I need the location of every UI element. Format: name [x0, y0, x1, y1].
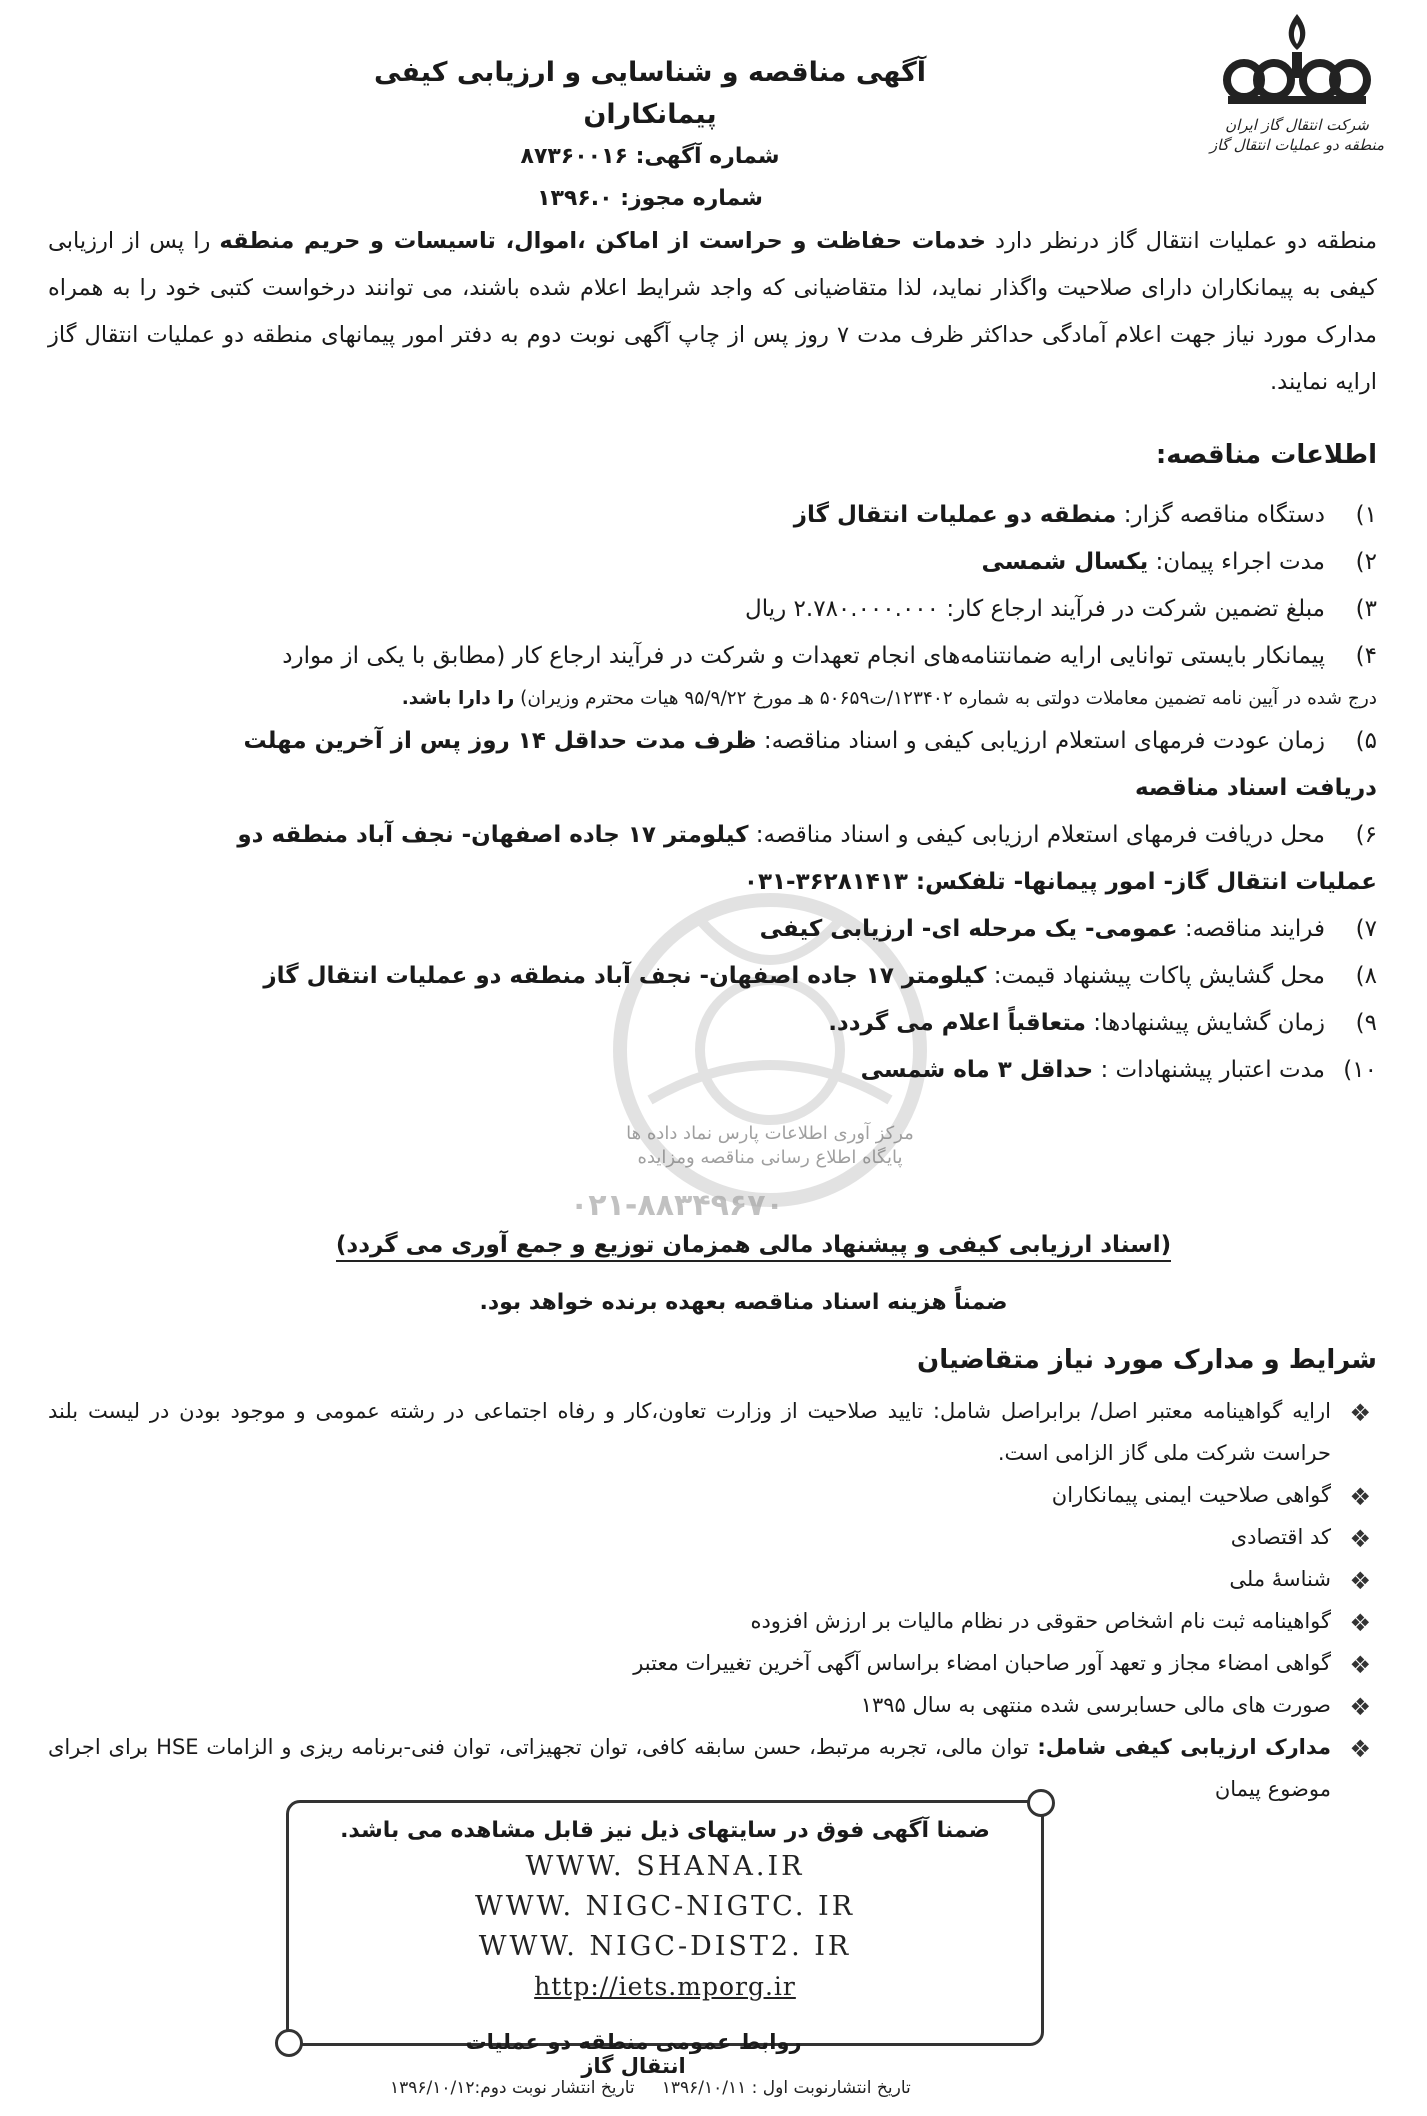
item-value: کیلومتر ۱۷ جاده اصفهان- نجف آباد منطقه دو عملیات انتقال گاز	[263, 963, 987, 989]
item-label: مدت اجراء پیمان:	[1148, 549, 1325, 575]
diamond-bullet-icon: ❖	[1349, 1567, 1371, 1595]
item-number: ۹)	[1355, 1010, 1377, 1036]
diamond-bullet-icon: ❖	[1349, 1399, 1371, 1427]
condition-item	[48, 1726, 1377, 1810]
item-sub-bold: را دارا باشد.	[401, 688, 515, 709]
website-link[interactable]: WWW. NIGC-DIST2. IR	[478, 1931, 852, 1962]
item-number: ۱)	[1355, 502, 1377, 528]
condition-item	[48, 1516, 1377, 1558]
item-label: مدت اعتبار پیشنهادات :	[1093, 1057, 1325, 1083]
websites-box	[286, 1800, 1044, 2046]
distribution-note	[280, 1232, 1227, 1258]
website-link[interactable]: WWW. SHANA.IR	[525, 1851, 805, 1882]
condition-item	[48, 1474, 1377, 1516]
item-number: ۸)	[1355, 963, 1377, 989]
condition-text: توان مالی، تجربه مرتبط، حسن سابقه کافی، توان تجهیزاتی، توان فنی-برنامه ریزی و الزامات HSE برای اجرای موضوع پیمان	[48, 1735, 1331, 1801]
item-value-wrap: دریافت اسناد مناقصه	[1134, 775, 1377, 801]
intro-paragraph	[48, 218, 1377, 406]
watermark-phone: ۰۲۱-۸۸۳۴۹۶۷۰	[570, 1188, 784, 1223]
item-number: ۳)	[1355, 596, 1377, 622]
condition-item	[48, 1684, 1377, 1726]
permit-number: شماره مجوز: ۱۳۹۶.۰	[537, 186, 763, 211]
tender-item	[48, 906, 1377, 953]
item-number: ۱۰)	[1343, 1057, 1377, 1083]
condition-text: صورت های مالی حسابرسی شده منتهی به سال ۱۳۹۵	[860, 1693, 1331, 1717]
distribution-note-text: (اسناد ارزیابی کیفی و پیشنهاد مالی همزمان توزیع و جمع آوری می گردد)	[336, 1232, 1171, 1262]
item-value: حداقل ۳ ماه شمسی	[860, 1057, 1094, 1083]
tender-item	[48, 718, 1377, 812]
website-link[interactable]: http://iets.mporg.ir	[534, 1972, 796, 2001]
notice-title: آگهی مناقصه و شناسایی و ارزیابی کیفی پیمانکاران	[374, 57, 926, 130]
notice-header	[330, 52, 970, 220]
item-value: ۲.۷۸۰.۰۰۰.۰۰۰ ریال	[745, 596, 940, 622]
tender-item	[48, 539, 1377, 586]
conditions-heading: شرایط و مدارک مورد نیاز متقاضیان	[917, 1345, 1377, 1375]
second-publication-date: تاریخ انتشار نوبت دوم:۱۳۹۶/۱۰/۱۲	[390, 2078, 635, 2098]
item-sub-text: درج شده در آیین نامه تضمین معاملات دولتی به شماره ۱۲۳۴۰۲/ت۵۰۶۵۹ هـ مورخ ۹۵/۹/۲۲ هیات محترم وزیران)	[514, 688, 1377, 709]
tender-info-list	[48, 492, 1377, 1094]
item-number: ۴)	[1355, 643, 1377, 669]
item-value: ظرف مدت حداقل ۱۴ روز پس از آخرین مهلت	[243, 728, 757, 754]
item-value: عمومی- یک مرحله ای- ارزیابی کیفی	[759, 916, 1178, 942]
watermark-line2: پایگاه اطلاع رسانی مناقصه ومزایده	[637, 1147, 903, 1168]
condition-item	[48, 1642, 1377, 1684]
cost-note: ضمناً هزینه اسناد مناقصه بعهده برنده خواهد بود.	[479, 1290, 1008, 1315]
logo-company-name: شرکت انتقال گاز ایران	[1225, 116, 1369, 134]
item-number: ۲)	[1355, 549, 1377, 575]
condition-text: گواهی صلاحیت ایمنی پیمانکاران	[1051, 1483, 1331, 1507]
diamond-bullet-icon: ❖	[1349, 1693, 1371, 1721]
first-publication-date: تاریخ انتشارنوبت اول : ۱۳۹۶/۱۰/۱۱	[661, 2078, 911, 2098]
condition-text: گواهینامه ثبت نام اشخاص حقوقی در نظام مالیات بر ارزش افزوده	[750, 1609, 1331, 1633]
item-label: زمان گشایش پیشنهادها:	[1086, 1010, 1325, 1036]
item-number: ۶)	[1355, 822, 1377, 848]
condition-text: ارایه گواهینامه معتبر اصل/ برابراصل شامل: تایید صلاحیت از وزارت تعاون،کار و رفاه اجتماعی در رشته عمومی و موجود بودن در لیست بلند حراست شرکت ملی گاز الزامی است.	[48, 1399, 1331, 1465]
tender-item	[48, 953, 1377, 1000]
scroll-curl-icon	[1027, 1789, 1055, 1817]
item-value: منطقه دو عملیات انتقال گاز	[793, 502, 1117, 528]
condition-text: شناسهٔ ملی	[1229, 1567, 1331, 1591]
websites-heading: ضمنا آگهی فوق در سایتهای ذیل نیز قابل مشاهده می باشد.	[340, 1818, 990, 1843]
tender-item	[48, 492, 1377, 539]
watermark-line1: مرکز آوری اطلاعات پارس نماد داده ها	[626, 1123, 914, 1144]
intro-part1: منطقه دو عملیات انتقال گاز درنظر دارد	[985, 228, 1377, 254]
item-value: یکسال شمسی	[981, 549, 1149, 575]
item-label: محل گشایش پاکات پیشنهاد قیمت:	[986, 963, 1325, 989]
conditions-list	[48, 1390, 1377, 1810]
tender-item	[48, 633, 1377, 718]
tender-item	[48, 1047, 1377, 1094]
item-value: کیلومتر ۱۷ جاده اصفهان- نجف آباد منطقه دو	[237, 822, 749, 848]
condition-item	[48, 1558, 1377, 1600]
scroll-curl-icon	[275, 2029, 303, 2057]
watermark-text	[560, 1122, 980, 1170]
diamond-bullet-icon: ❖	[1349, 1735, 1371, 1763]
diamond-bullet-icon: ❖	[1349, 1609, 1371, 1637]
tender-item	[48, 1000, 1377, 1047]
item-label: محل دریافت فرمهای استعلام ارزیابی کیفی و اسناد مناقصه:	[748, 822, 1325, 848]
public-relations-signature: روابط عمومی منطقه دو عملیات انتقال گاز	[465, 2030, 802, 2078]
item-label: دستگاه مناقصه گزار:	[1116, 502, 1325, 528]
item-value: متعاقباً اعلام می گردد.	[828, 1010, 1086, 1036]
condition-bold: مدارک ارزیابی کیفی شامل:	[1028, 1735, 1331, 1759]
item-subline	[48, 680, 1377, 718]
tender-info-heading: اطلاعات مناقصه:	[1155, 440, 1377, 470]
condition-item	[48, 1600, 1377, 1642]
condition-text: گواهی امضاء مجاز و تعهد آور صاحبان امضاء براساس آگهی آخرین تغییرات معتبر	[633, 1651, 1331, 1675]
publication-dates	[390, 2078, 911, 2098]
gas-flame-logo-icon	[1222, 10, 1372, 115]
condition-text: کد اقتصادی	[1230, 1525, 1331, 1549]
item-label: پیمانکار بایستی توانایی ارایه ضمانتنامه‌های انجام تعهدات و شرکت در فرآیند ارجاع کار (مطابق با یکی از موارد	[282, 643, 1325, 669]
item-number: ۷)	[1355, 916, 1377, 942]
intro-highlight: خدمات حفاظت و حراست از اماکن ،اموال، تاسیسات و حریم منطقه	[219, 228, 986, 254]
diamond-bullet-icon: ❖	[1349, 1483, 1371, 1511]
item-label: زمان عودت فرمهای استعلام ارزیابی کیفی و اسناد مناقصه:	[756, 728, 1325, 754]
ad-number: شماره آگهی: ۸۷۳۶۰۰۱۶	[520, 144, 780, 169]
item-label: فرایند مناقصه:	[1177, 916, 1325, 942]
item-label: مبلغ تضمین شرکت در فرآیند ارجاع کار:	[939, 596, 1325, 622]
logo-region-name: منطقه دو عملیات انتقال گاز	[1209, 136, 1385, 154]
diamond-bullet-icon: ❖	[1349, 1525, 1371, 1553]
website-link[interactable]: WWW. NIGC-NIGTC. IR	[474, 1891, 856, 1922]
item-value-wrap: عملیات انتقال گاز- امور پیمانها- تلفکس: ۳۶۲۸۱۴۱۳-۰۳۱	[743, 869, 1377, 895]
item-number: ۵)	[1355, 728, 1377, 754]
condition-item	[48, 1390, 1377, 1474]
intro-part2: را پس از ارزیابی کیفی به پیمانکاران دارای صلاحیت واگذار نماید، لذا متقاضیانی که واجد شرایط اعلام شده باشند، می توانند درخواست کتبی خود را به همراه مدارک مورد نیاز جهت اعلام آمادگی حداکثر ظرف مدت ۷ روز پس از چاپ آگهی نوبت دوم به دفتر امور پیمانهای منطقه دو عملیات انتقال گاز ارایه نمایند.	[48, 228, 1377, 395]
tender-item	[48, 812, 1377, 906]
diamond-bullet-icon: ❖	[1349, 1651, 1371, 1679]
tender-item	[48, 586, 1377, 633]
company-logo	[1207, 10, 1387, 180]
